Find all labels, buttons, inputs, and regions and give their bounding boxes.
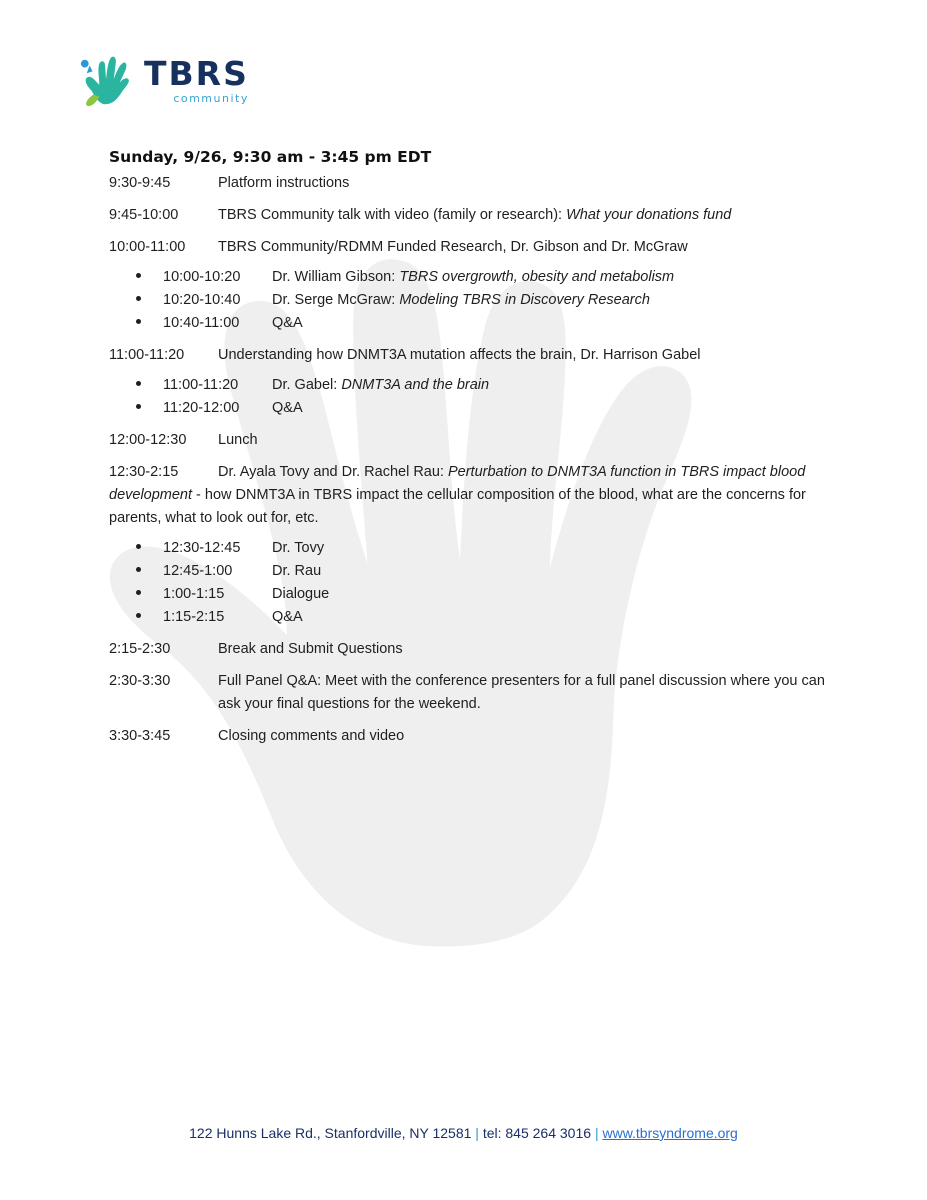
row-text: Understanding how DNMT3A mutation affects the brain, Dr. Harrison Gabel: [218, 347, 701, 363]
row-time: 12:00-12:30: [109, 432, 187, 448]
item-text: Q&A: [272, 400, 303, 416]
row-time: 11:00-11:20: [109, 347, 185, 363]
item-text: Dr. Gabel:: [272, 377, 342, 393]
item-time: 11:00-11:20: [163, 377, 239, 393]
row-italic: What your donations fund: [566, 207, 732, 223]
schedule-row: [109, 670, 829, 716]
bullet-icon: [136, 381, 141, 386]
item-text: Q&A: [272, 609, 303, 625]
item-desc: [272, 374, 489, 397]
bullet-icon: [136, 319, 141, 324]
website-link[interactable]: www.tbrsyndrome.org: [602, 1125, 738, 1141]
list-item: [109, 266, 829, 289]
item-text: Dr. William Gibson:: [272, 269, 400, 285]
footer: [0, 1125, 927, 1141]
list-item: [109, 606, 829, 629]
item-text: Dr. Serge McGraw:: [272, 292, 400, 308]
row-time: 2:15-2:30: [109, 641, 171, 657]
item-time: 1:15-2:15: [163, 609, 225, 625]
item-text: Dr. Rau: [272, 563, 322, 579]
row-desc: [218, 204, 829, 227]
item-time: 12:45-1:00: [163, 563, 233, 579]
item-text: Dialogue: [272, 586, 330, 602]
row-text: Full Panel Q&A: Meet with the conference presenters for a full panel discussion where you can ask your final questions for the weekend.: [218, 673, 825, 712]
schedule-row: [109, 236, 829, 259]
row-time: 9:45-10:00: [109, 207, 179, 223]
schedule-row: [109, 725, 829, 748]
row-tail: - how DNMT3A in TBRS impact the cellular composition of the blood, what are the concerns for parents, what to look out for, etc.: [109, 487, 806, 526]
row-italic: Perturbation to DNMT3A function in TBRS impact blood development: [109, 464, 806, 503]
schedule-row: [109, 638, 829, 661]
item-italic: DNMT3A and the brain: [341, 377, 490, 393]
schedule-row: [109, 204, 829, 227]
schedule-paragraph: [109, 461, 829, 530]
bullet-icon: [136, 613, 141, 618]
page-title: Sunday, 9/26, 9:30 am - 3:45 pm EDT: [109, 148, 432, 166]
bullet-icon: [136, 273, 141, 278]
row-time: 12:30-2:15: [109, 464, 179, 480]
row-time: 3:30-3:45: [109, 728, 171, 744]
bullet-icon: [136, 590, 141, 595]
bullet-icon: [136, 296, 141, 301]
schedule-row: [109, 429, 829, 452]
item-text: Dr. Tovy: [272, 540, 325, 556]
row-text: TBRS Community/RDMM Funded Research, Dr. Gibson and Dr. McGraw: [218, 239, 688, 255]
list-item: [109, 397, 829, 420]
bullet-icon: [136, 544, 141, 549]
item-text: Q&A: [272, 315, 303, 331]
schedule-row: [109, 344, 829, 367]
sub-list: [109, 374, 829, 420]
logo-subtitle: community: [173, 92, 249, 105]
row-time: 10:00-11:00: [109, 239, 186, 255]
footer-address: 122 Hunns Lake Rd., Stanfordville, NY 12581: [189, 1125, 472, 1141]
item-italic: Modeling TBRS in Discovery Research: [399, 292, 650, 308]
item-time: 10:20-10:40: [163, 292, 241, 308]
row-text: Lunch: [218, 432, 258, 448]
list-item: [109, 560, 829, 583]
row-text: TBRS Community talk with video (family or research):: [218, 207, 567, 223]
bullet-icon: [136, 404, 141, 409]
list-item: [109, 289, 829, 312]
item-italic: TBRS overgrowth, obesity and metabolism: [399, 269, 675, 285]
item-time: 10:40-11:00: [163, 315, 240, 331]
schedule-row: [109, 172, 829, 195]
row-time: 2:30-3:30: [109, 673, 171, 689]
sub-list: [109, 537, 829, 629]
hand-logo-icon: [78, 52, 136, 110]
tbrs-logo: [78, 52, 249, 112]
item-time: 10:00-10:20: [163, 269, 241, 285]
sub-list: [109, 266, 829, 335]
row-time: 9:30-9:45: [109, 175, 171, 191]
list-item: [109, 537, 829, 560]
list-item: [109, 583, 829, 606]
list-item: [109, 312, 829, 335]
list-item: [109, 374, 829, 397]
footer-separator: |: [594, 1125, 599, 1141]
item-time: 12:30-12:45: [163, 540, 241, 556]
row-text: Break and Submit Questions: [218, 641, 403, 657]
row-text: Platform instructions: [218, 175, 350, 191]
row-text: Dr. Ayala Tovy and Dr. Rachel Rau:: [218, 464, 448, 480]
logo-name: TBRS: [144, 54, 249, 93]
footer-separator: |: [475, 1125, 479, 1141]
footer-phone: tel: 845 264 3016: [482, 1125, 592, 1141]
row-text: Closing comments and video: [218, 728, 405, 744]
item-time: 11:20-12:00: [163, 400, 240, 416]
item-desc: [272, 266, 674, 289]
item-desc: [272, 289, 650, 312]
item-time: 1:00-1:15: [163, 586, 225, 602]
bullet-icon: [136, 567, 141, 572]
schedule: [109, 146, 829, 757]
